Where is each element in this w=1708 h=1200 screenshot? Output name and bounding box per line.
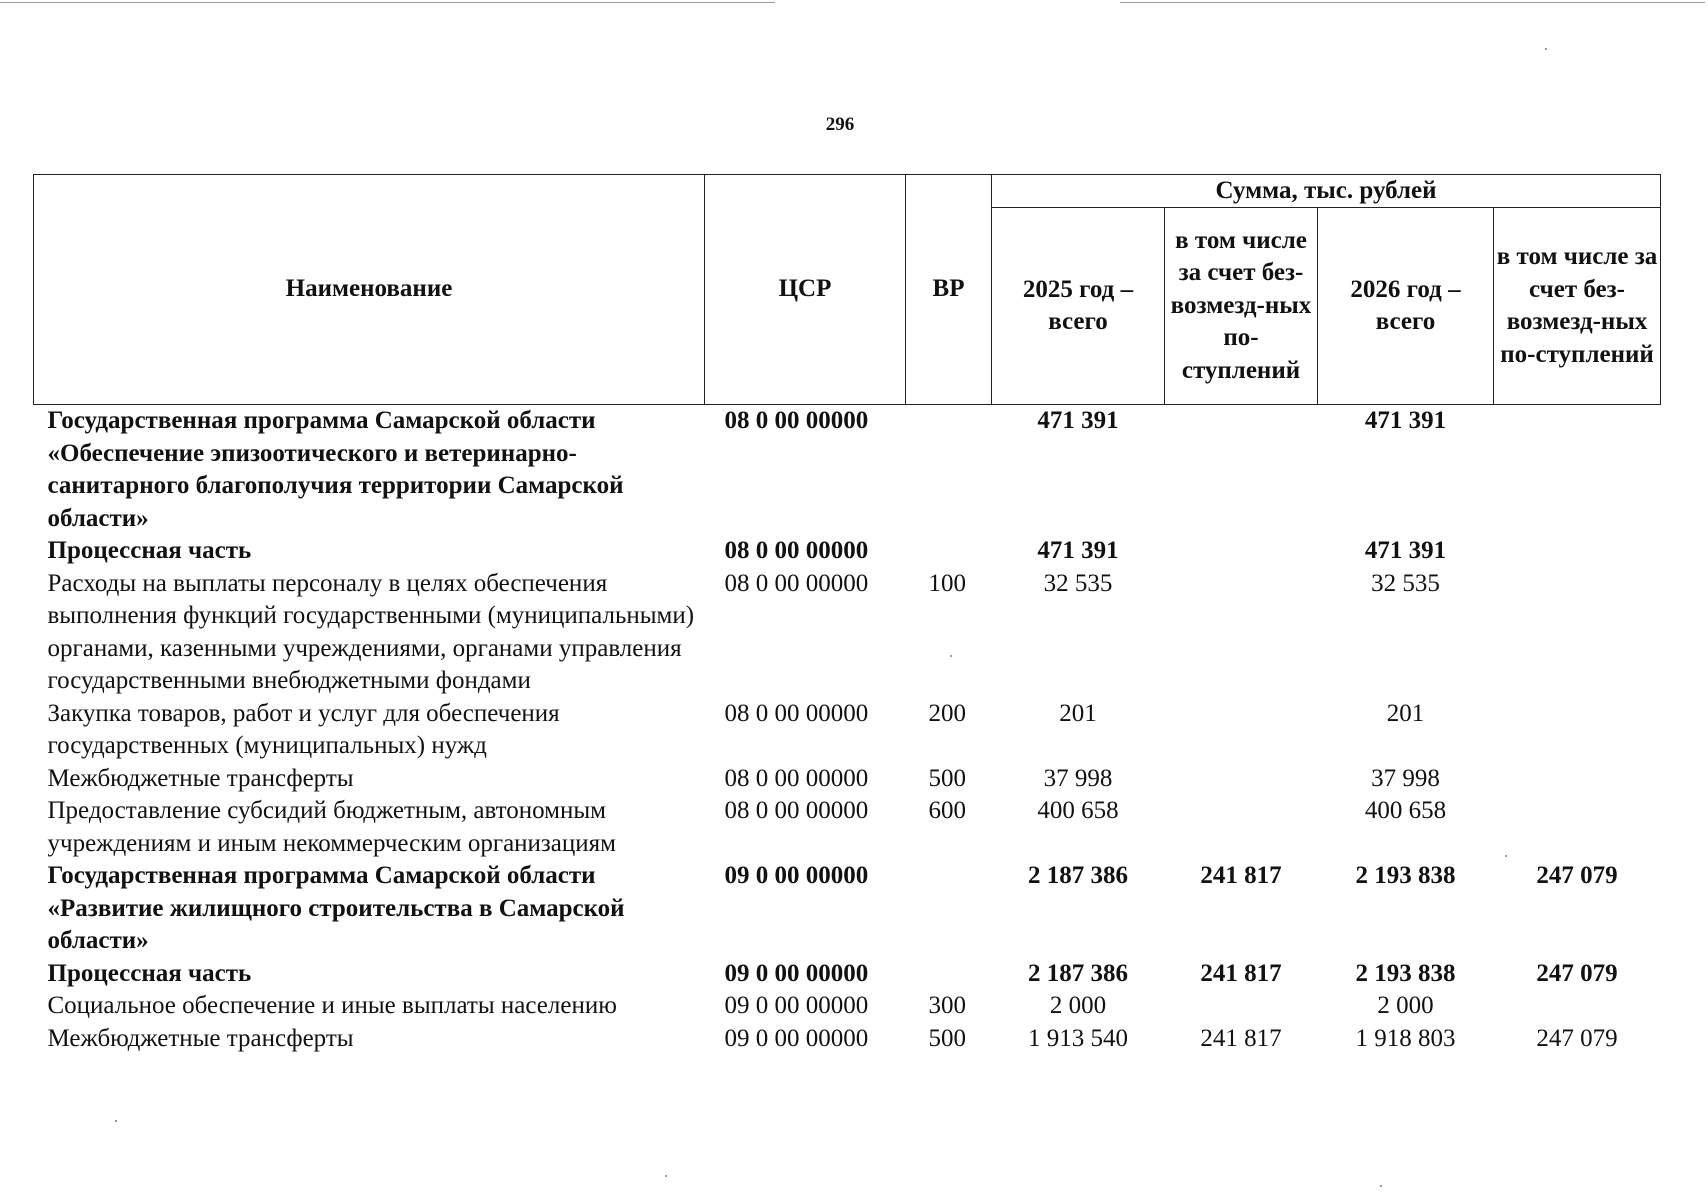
row-2025-total: 201 [1059,699,1097,727]
row-2026-total: 2 000 [1377,992,1434,1019]
row-vr [906,958,992,991]
row-vr [906,405,992,536]
row-2026-total: 32 535 [1371,569,1440,597]
row-2026-total: 471 391 [1364,407,1447,434]
row-name: Государственная программа Самарской области «Развитие жилищного строительства в Самарской области» [47,862,625,954]
row-csr: 09 0 00 00000 [724,959,869,987]
header-2025-free: в том числе за счет без-возмезд-ных по-ступлений [1165,208,1318,405]
row-2026-total: 400 658 [1364,797,1447,824]
row-vr: 500 [928,1024,966,1052]
row-name: Закупка товаров, работ и услуг для обеспечения государственных (муниципальных) нужд [47,699,560,759]
row-vr: 600 [928,797,966,824]
row-name: Расходы на выплаты персоналу в целях обеспечения выполнения функций государственными (муниципальными) органами, казенными учреждениями, органами управления государственными внебюджетными фондами [47,569,695,694]
scan-speck [665,1175,667,1177]
row-name: Социальное обеспечение и иные выплаты населению [47,992,617,1019]
table-row [34,860,1661,958]
table-body [34,405,1661,1056]
table-row [34,795,1661,860]
scan-top-rule-left [0,2,775,3]
scan-speck [1545,48,1547,50]
row-csr: 08 0 00 00000 [724,569,869,597]
budget-table [33,174,1661,1055]
row-csr: 09 0 00 00000 [724,1024,869,1052]
scan-speck [1505,855,1507,857]
row-2026-total: 2 193 838 [1355,862,1456,889]
row-2026-total: 201 [1386,699,1425,727]
header-sum: Сумма, тыс. рублей [992,175,1661,208]
table-row [34,568,1661,698]
row-2026-free [1494,535,1661,568]
row-2026-free [1494,405,1661,536]
row-2025-total: 2 000 [1049,992,1107,1019]
row-2025-free [1165,535,1318,568]
table-row [34,763,1661,796]
row-2025-free [1165,990,1318,1023]
header-2025-total: 2025 год – всего [992,208,1165,405]
page-number: 296 [825,114,855,135]
row-2026-free [1494,698,1661,763]
row-2025-free [1165,568,1318,698]
row-2025-total: 32 535 [1043,569,1113,597]
row-csr: 08 0 00 00000 [724,797,869,824]
row-2025-free [1165,405,1318,536]
scan-top-rule-right [1120,2,1705,3]
row-name: Межбюджетные трансферты [47,1024,354,1052]
row-2026-total: 37 998 [1371,764,1440,792]
row-vr: 300 [928,992,966,1019]
row-2026-free [1494,795,1661,860]
header-name: Наименование [34,175,705,405]
row-2026-free: 247 079 [1536,862,1618,889]
row-vr [906,860,992,958]
row-name: Процессная часть [47,537,252,564]
row-2026-total: 1 918 803 [1355,1024,1456,1052]
row-2026-total: 471 391 [1364,537,1447,564]
row-2026-free: 247 079 [1536,1024,1618,1052]
row-2025-free: 241 817 [1200,862,1282,889]
header-vr: ВР [906,175,992,405]
row-2026-free: 247 079 [1536,959,1618,987]
row-2026-free [1494,763,1661,796]
header-csr: ЦСР [705,175,906,405]
row-name: Предоставление субсидий бюджетным, автономным учреждениям и иным некоммерческим организациям [47,797,616,857]
row-2026-free [1494,568,1661,698]
row-csr: 09 0 00 00000 [724,992,869,1019]
row-name: Государственная программа Самарской области «Обеспечение эпизоотического и ветеринарно-санитарного благополучия территории Самарской области» [47,407,624,532]
row-2025-total: 471 391 [1037,407,1119,434]
row-2025-total: 2 187 386 [1028,862,1128,889]
row-2025-total: 400 658 [1037,797,1119,824]
row-name: Межбюджетные трансферты [47,764,354,792]
scan-speck [115,1120,117,1122]
row-2025-total: 471 391 [1037,537,1119,564]
row-vr: 200 [928,699,966,727]
row-2026-total: 2 193 838 [1355,959,1456,987]
row-name: Процессная часть [47,959,252,987]
scan-speck [950,655,952,657]
row-2025-free [1165,795,1318,860]
row-csr: 08 0 00 00000 [724,764,869,792]
scan-speck [1380,1185,1382,1187]
row-vr [906,535,992,568]
table-row [34,1023,1661,1056]
table-row [34,698,1661,763]
table-row [34,535,1661,568]
row-2025-total: 37 998 [1043,764,1113,792]
table-row [34,958,1661,991]
row-2025-total: 2 187 386 [1028,959,1128,987]
row-vr: 500 [928,764,966,792]
row-vr: 100 [928,569,966,597]
row-csr: 08 0 00 00000 [724,407,869,434]
table-row [34,405,1661,536]
row-2026-free [1494,990,1661,1023]
row-csr: 09 0 00 00000 [724,862,869,889]
row-2025-free: 241 817 [1200,1024,1282,1052]
row-csr: 08 0 00 00000 [724,699,869,727]
header-2026-free: в том числе за счет без-возмезд-ных по-ступлений [1494,208,1661,405]
header-2026-total: 2026 год – всего [1318,208,1494,405]
row-2025-free [1165,698,1318,763]
row-2025-free [1165,763,1318,796]
row-csr: 08 0 00 00000 [724,537,869,564]
row-2025-total: 1 913 540 [1028,1024,1128,1052]
table-row [34,990,1661,1023]
row-2025-free: 241 817 [1200,959,1282,987]
